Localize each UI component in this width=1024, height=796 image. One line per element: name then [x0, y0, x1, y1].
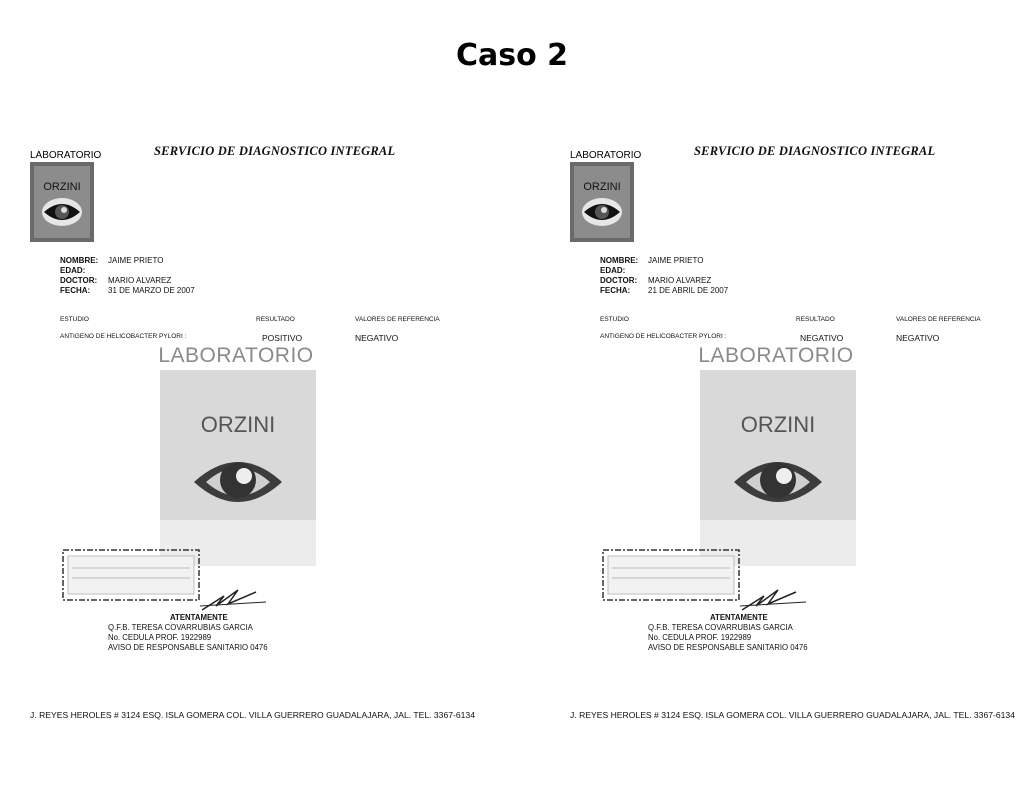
lab-address: J. REYES HEROLES # 3124 ESQ. ISLA GOMERA COL. VILLA GUERRERO GUADALAJARA, JAL. TEL. 3367-6134 — [570, 710, 1015, 720]
lab-report-left — [30, 140, 490, 740]
field-row: DOCTOR: MARIO ALVAREZ — [60, 276, 172, 285]
result-value: POSITIVO — [262, 333, 303, 343]
signature-block: ATENTAMENTE Q.F.B. TERESA COVARRUBIAS GARCIA No. CEDULA PROF. 1922989 AVISO DE RESPONSABLE SANITARIO 0476 — [108, 613, 268, 652]
signature-icon — [738, 584, 808, 616]
header-study: ESTUDIO — [600, 316, 629, 323]
logo-text: ORZINI — [583, 181, 621, 193]
study-name: ANTIGENO DE HELICOBACTER PYLORI : — [600, 333, 727, 340]
logo-text: ORZINI — [43, 181, 81, 193]
field-row: DOCTOR: MARIO ALVAREZ — [600, 276, 712, 285]
stamp-icon — [602, 546, 740, 604]
patient-fields — [60, 256, 195, 296]
field-row: NOMBRE: JAIME PRIETO — [600, 256, 704, 265]
watermark-title: LABORATORIO — [158, 344, 314, 367]
service-title: SERVICIO DE DIAGNOSTICO INTEGRAL — [694, 144, 936, 158]
lab-word: LABORATORIO — [30, 150, 102, 161]
reference-value: NEGATIVO — [896, 333, 940, 343]
field-row: EDAD: — [60, 266, 86, 275]
signature-icon — [198, 584, 268, 616]
eye-logo-icon — [570, 162, 634, 242]
eye-watermark-icon — [160, 370, 316, 566]
field-row: FECHA: 21 DE ABRIL DE 2007 — [600, 286, 729, 295]
eye-watermark-icon — [700, 370, 856, 566]
header-study: ESTUDIO — [60, 316, 89, 323]
header-result: RESULTADO — [256, 316, 295, 323]
lab-word: LABORATORIO — [570, 150, 642, 161]
signature-block: ATENTAMENTE Q.F.B. TERESA COVARRUBIAS GARCIA No. CEDULA PROF. 1922989 AVISO DE RESPONSABLE SANITARIO 0476 — [648, 613, 808, 652]
study-name: ANTIGENO DE HELICOBACTER PYLORI : — [60, 333, 187, 340]
field-row: FECHA: 31 DE MARZO DE 2007 — [60, 286, 195, 295]
field-row: EDAD: — [600, 266, 626, 275]
watermark-logo-text: ORZINI — [200, 412, 276, 437]
watermark-title: LABORATORIO — [698, 344, 854, 367]
patient-fields — [600, 256, 728, 296]
lab-address: J. REYES HEROLES # 3124 ESQ. ISLA GOMERA COL. VILLA GUERRERO GUADALAJARA, JAL. TEL. 3367-6134 — [30, 710, 475, 720]
stamp-icon — [62, 546, 200, 604]
page-title: Caso 2 — [455, 38, 569, 73]
header-reference: VALORES DE REFERENCIA — [896, 316, 981, 323]
eye-logo-icon — [30, 162, 94, 242]
reference-value: NEGATIVO — [355, 333, 399, 343]
watermark-logo-text: ORZINI — [740, 412, 816, 437]
lab-report-right — [570, 140, 1024, 740]
field-row: NOMBRE: JAIME PRIETO — [60, 256, 164, 265]
service-title: SERVICIO DE DIAGNOSTICO INTEGRAL — [154, 144, 396, 158]
result-value: NEGATIVO — [800, 333, 844, 343]
header-result: RESULTADO — [796, 316, 835, 323]
header-reference: VALORES DE REFERENCIA — [355, 316, 440, 323]
